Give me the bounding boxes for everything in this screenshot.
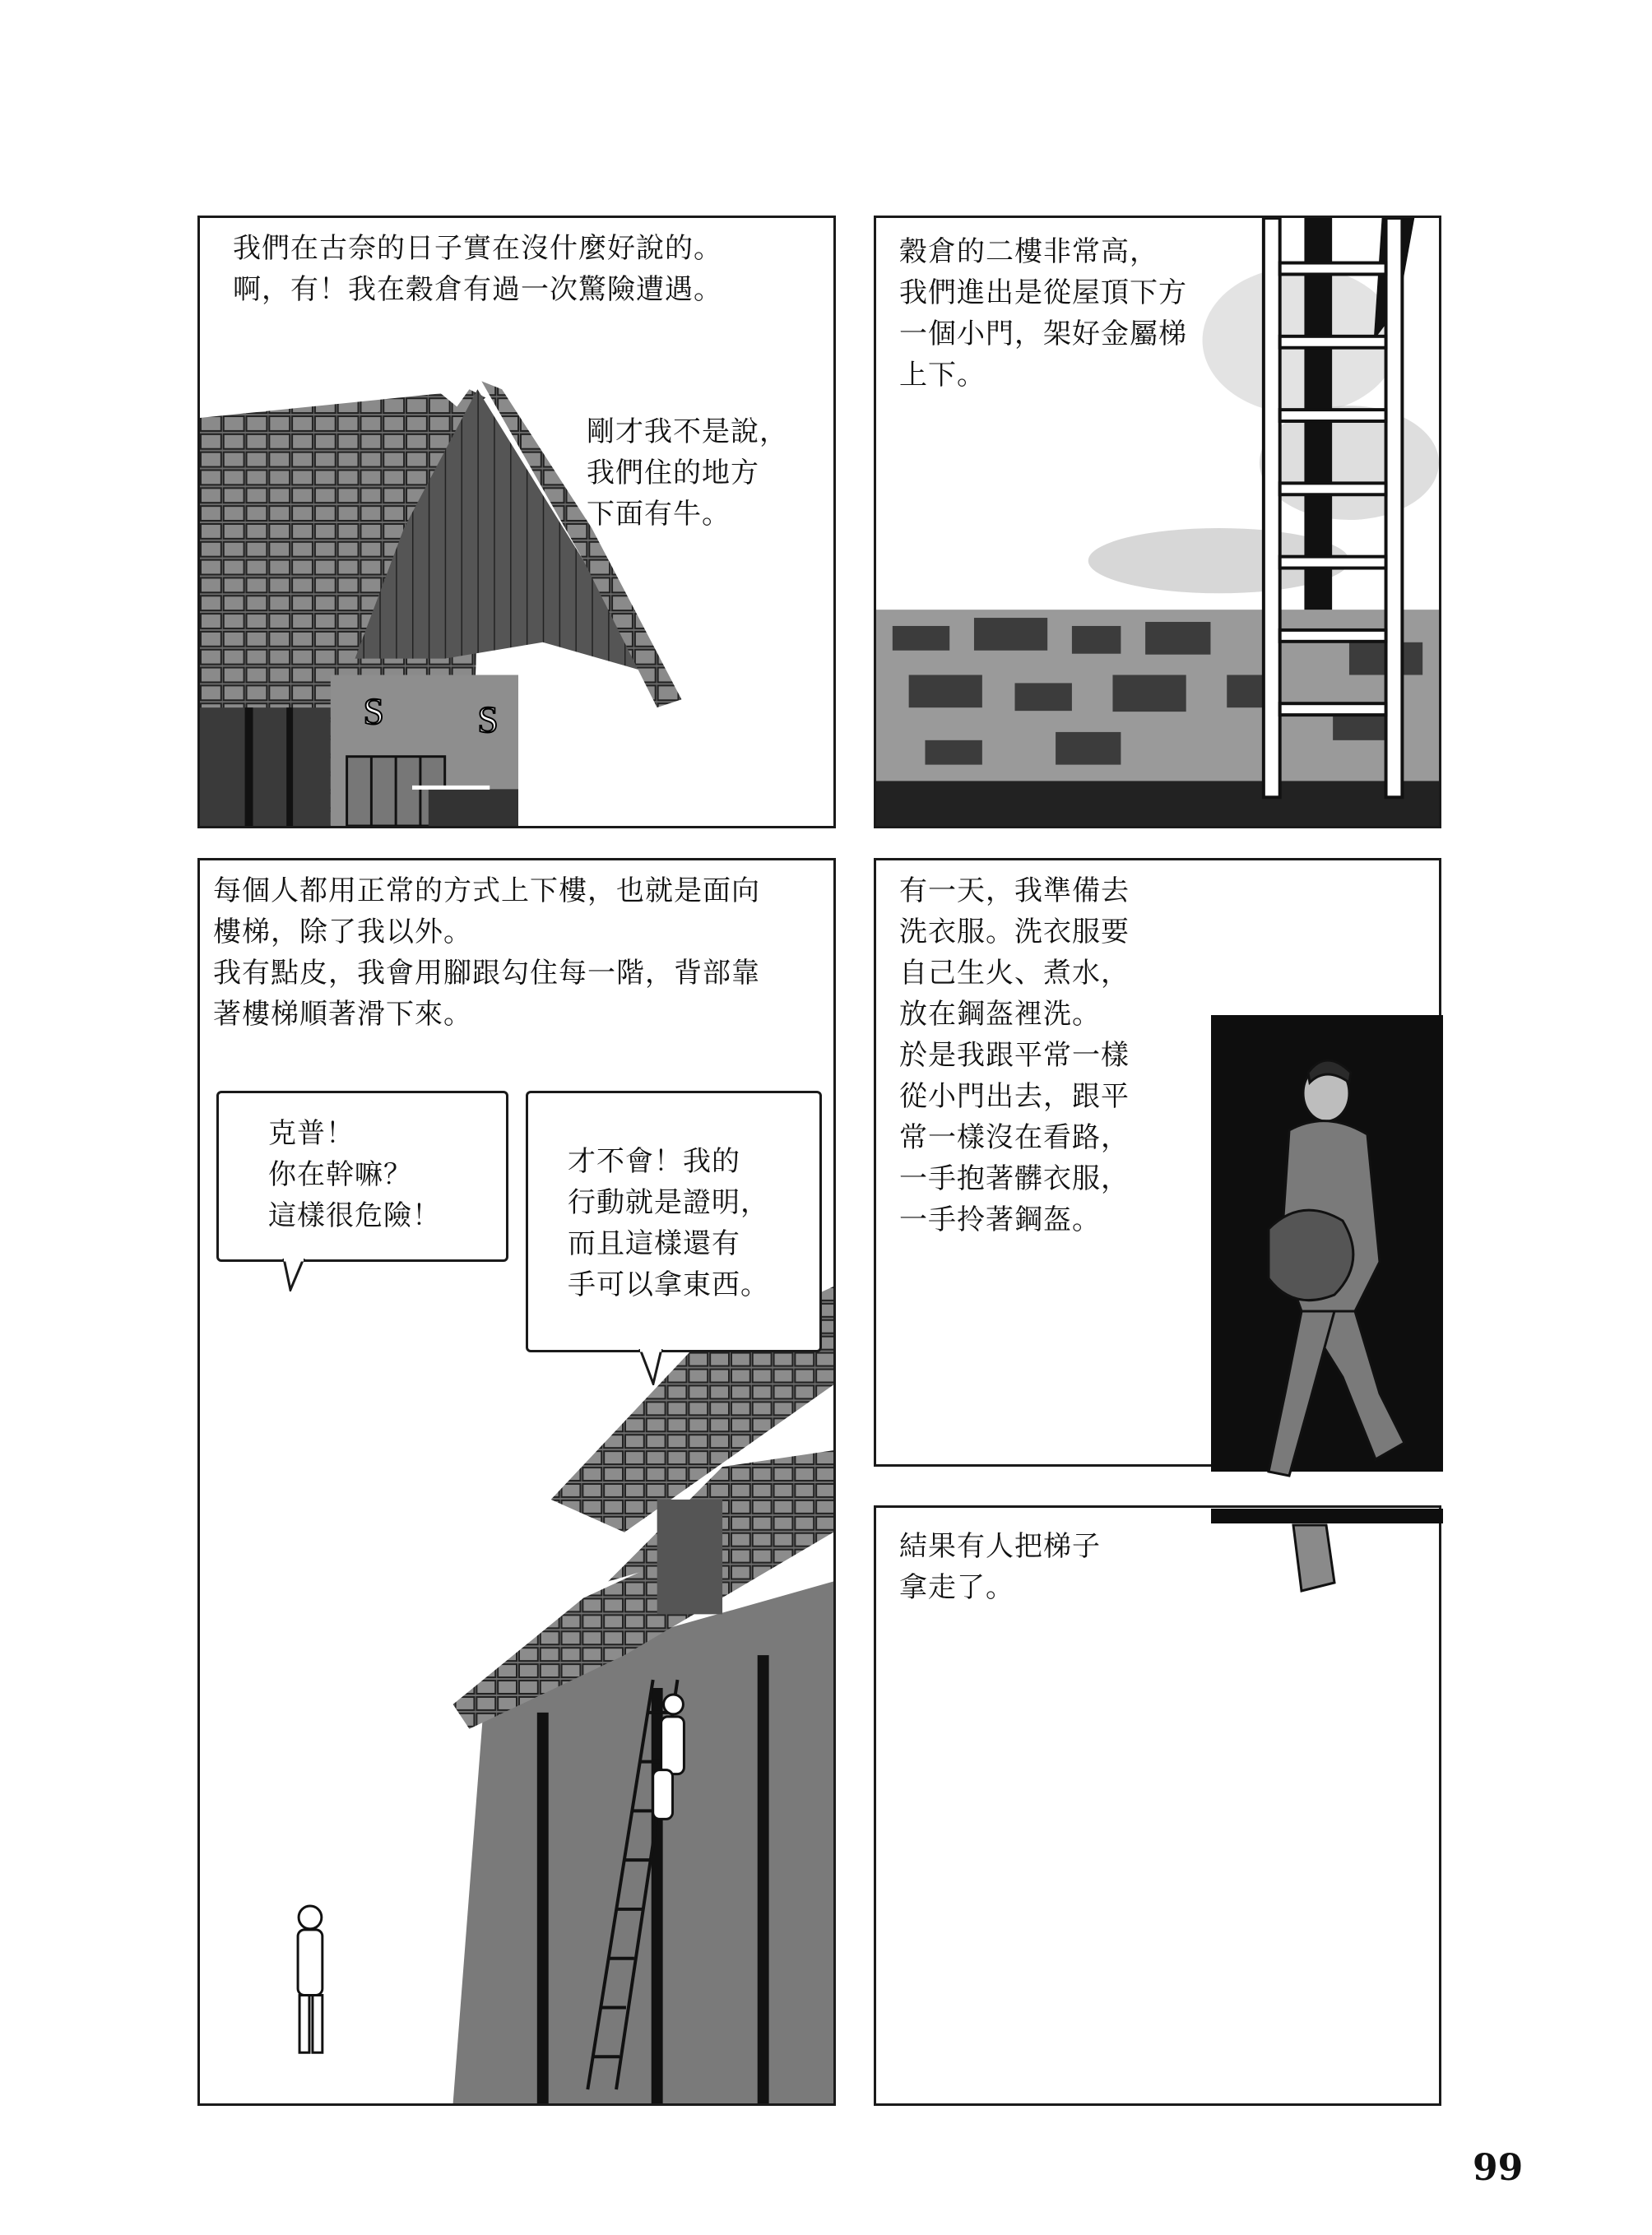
panel-1 xyxy=(197,216,836,828)
svg-text:S: S xyxy=(363,690,384,733)
speech-bubble-left xyxy=(216,1091,508,1262)
man-carrying-laundry-illustration xyxy=(1211,1015,1443,1607)
barn-climb-illustration xyxy=(200,860,833,2103)
caption: 結果有人把梯子 拿走了。 xyxy=(899,1530,1101,1604)
bubble-text: 克普！ 你在幹嘛？ 這樣很危險！ xyxy=(268,1117,441,1232)
speech-tail-left xyxy=(282,1259,307,1291)
svg-text:S: S xyxy=(477,698,499,740)
bubble-text: 才不會！我的 行動就是證明， 而且這樣還有 手可以拿東西。 xyxy=(568,1145,769,1301)
caption: 每個人都用正常的方式上下樓，也就是面向 樓梯，除了我以外。 我有點皮，我會用腳跟勾住每一階，背部靠 著樓梯順著滑下來。 xyxy=(213,874,760,1031)
panel-2 xyxy=(874,216,1441,828)
speech-tail-right xyxy=(638,1349,663,1385)
caption: 穀倉的二樓非常高， 我們進出是從屋頂下方 一個小門，架好金屬梯 上下。 xyxy=(899,235,1187,392)
caption: 有一天，我準備去 洗衣服。洗衣服要 自己生火、煮水， 放在鋼盔裡洗。 於是我跟平常一樣 從小門出去，跟平 常一樣沒在看路， 一手抱著髒衣服， 一手拎著鋼盔。 xyxy=(899,874,1130,1236)
panel-3 xyxy=(197,858,836,2106)
speech-bubble-right xyxy=(526,1091,822,1352)
caption-mid: 剛才我不是說， 我們住的地方 下面有牛。 xyxy=(587,415,788,531)
page-number: 99 xyxy=(1473,2147,1524,2189)
caption-top: 我們在古奈的日子實在沒什麼好說的。 啊，有！我在穀倉有過一次驚險遭遇。 xyxy=(233,232,722,306)
